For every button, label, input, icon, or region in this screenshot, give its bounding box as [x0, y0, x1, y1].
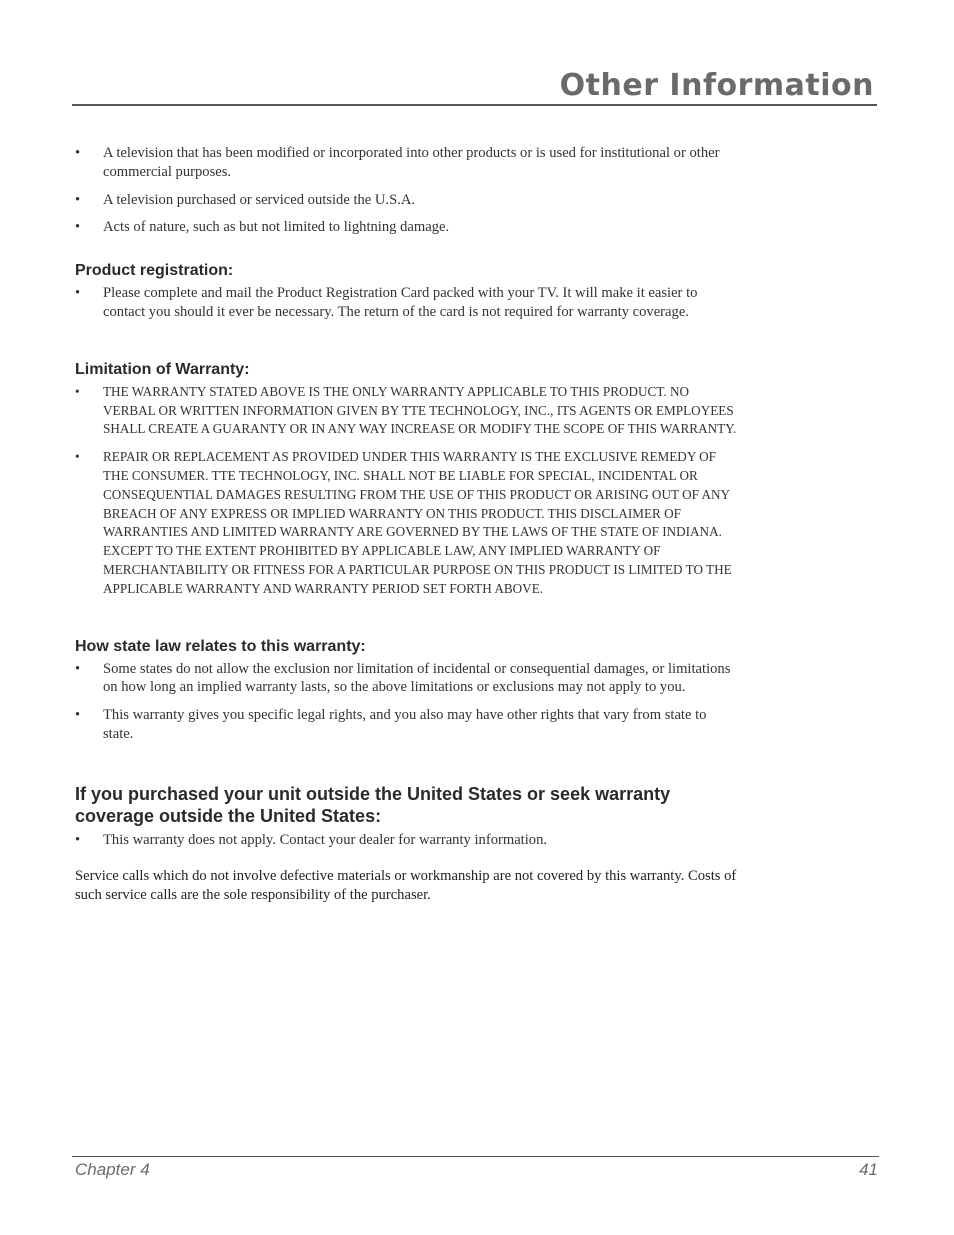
list-item: • This warranty does not apply. Contact your dealer for warranty information.	[75, 831, 548, 848]
bullet-icon: •	[75, 383, 80, 399]
limitation-heading: Limitation of Warranty:	[75, 360, 250, 378]
list-item: • Please complete and mail the Product Registration Card packed with your TV. It will make it easier to contact you should it ever be necessary. The return of the card is not required for warranty coverage.	[75, 285, 698, 320]
service-calls-note: Service calls which do not involve defective materials or workmanship are not covered by this warranty. Costs of such service calls are the sole responsibility of the purchaser.	[75, 867, 737, 903]
bullet-icon: •	[75, 145, 81, 161]
list-item: • Some states do not allow the exclusion nor limitation of incidental or consequential damages, or limitations on how long an implied warranty lasts, so the above limitations or exclusions may not apply to you.	[75, 660, 731, 696]
bullet-icon: •	[75, 831, 81, 848]
bullet-icon: •	[75, 707, 81, 724]
bullet-icon: •	[75, 449, 80, 465]
page-number: 41	[859, 1160, 878, 1179]
main-content	[75, 144, 740, 905]
product-registration-list	[75, 284, 740, 322]
list-item: • THE WARRANTY STATED ABOVE IS THE ONLY WARRANTY APPLICABLE TO THIS PRODUCT. NO VERBAL OR WRITTEN INFORMATION GIVEN BY TTE TECHNOLOGY, INC., ITS AGENTS OR EMPLOYEES SHALL CREATE A GUARANTY OR IN ANY WAY INCREASE OR MODIFY THE SCOPE OF THIS WARRANTY.	[75, 383, 737, 437]
limitation-list	[75, 383, 740, 599]
outside-us-heading: If you purchased your unit outside the United States or seek warranty coverage outside the United States:	[75, 783, 671, 826]
state-law-list	[75, 660, 740, 744]
list-item: • REPAIR OR REPLACEMENT AS PROVIDED UNDER THIS WARRANTY IS THE EXCLUSIVE REMEDY OF THE CONSUMER. TTE TECHNOLOGY, INC. SHALL NOT BE LIABLE FOR SPECIAL, INCIDENTAL OR CONSEQUENTIAL DAMAGES RESULTING FROM THE USE OF THIS PRODUCT OR ARISING OUT OF ANY BREACH OF ANY EXPRESS OR IMPLIED WARRANTY ON THIS PRODUCT. THIS DISCLAIMER OF WARRANTIES AND LIMITED WARRANTY ARE GOVERNED BY THE LAWS OF THE STATE OF INDIANA. EXCEPT TO THE EXTENT PROHIBITED BY APPLICABLE LAW, ANY IMPLIED WARRANTY OF MERCHANTABILITY OR FITNESS FOR A PARTICULAR PURPOSE ON THIS PRODUCT IS LIMITED TO THE APPLICABLE WARRANTY AND WARRANTY PERIOD SET FORTH ABOVE.	[75, 449, 732, 596]
state-law-heading: How state law relates to this warranty:	[75, 637, 366, 655]
product-registration-heading: Product registration:	[75, 262, 234, 280]
footer-chapter: Chapter 4	[75, 1160, 150, 1179]
list-item: • Acts of nature, such as but not limited to lightning damage.	[75, 219, 450, 236]
footer-divider	[72, 1156, 879, 1157]
exclusions-list	[75, 144, 740, 237]
list-item: • This warranty gives you specific legal rights, and you also may have other rights that vary from state to state.	[75, 707, 707, 742]
page-title: Other Information	[559, 68, 874, 103]
header-divider	[72, 104, 877, 106]
outside-us-list	[75, 831, 740, 850]
bullet-icon: •	[75, 660, 81, 677]
list-item: • A television purchased or serviced outside the U.S.A.	[75, 191, 416, 208]
list-item: • A television that has been modified or incorporated into other products or is used for institutional or other commercial purposes.	[75, 145, 720, 180]
bullet-icon: •	[75, 285, 81, 302]
bullet-icon: •	[75, 191, 81, 208]
bullet-icon: •	[75, 219, 81, 236]
